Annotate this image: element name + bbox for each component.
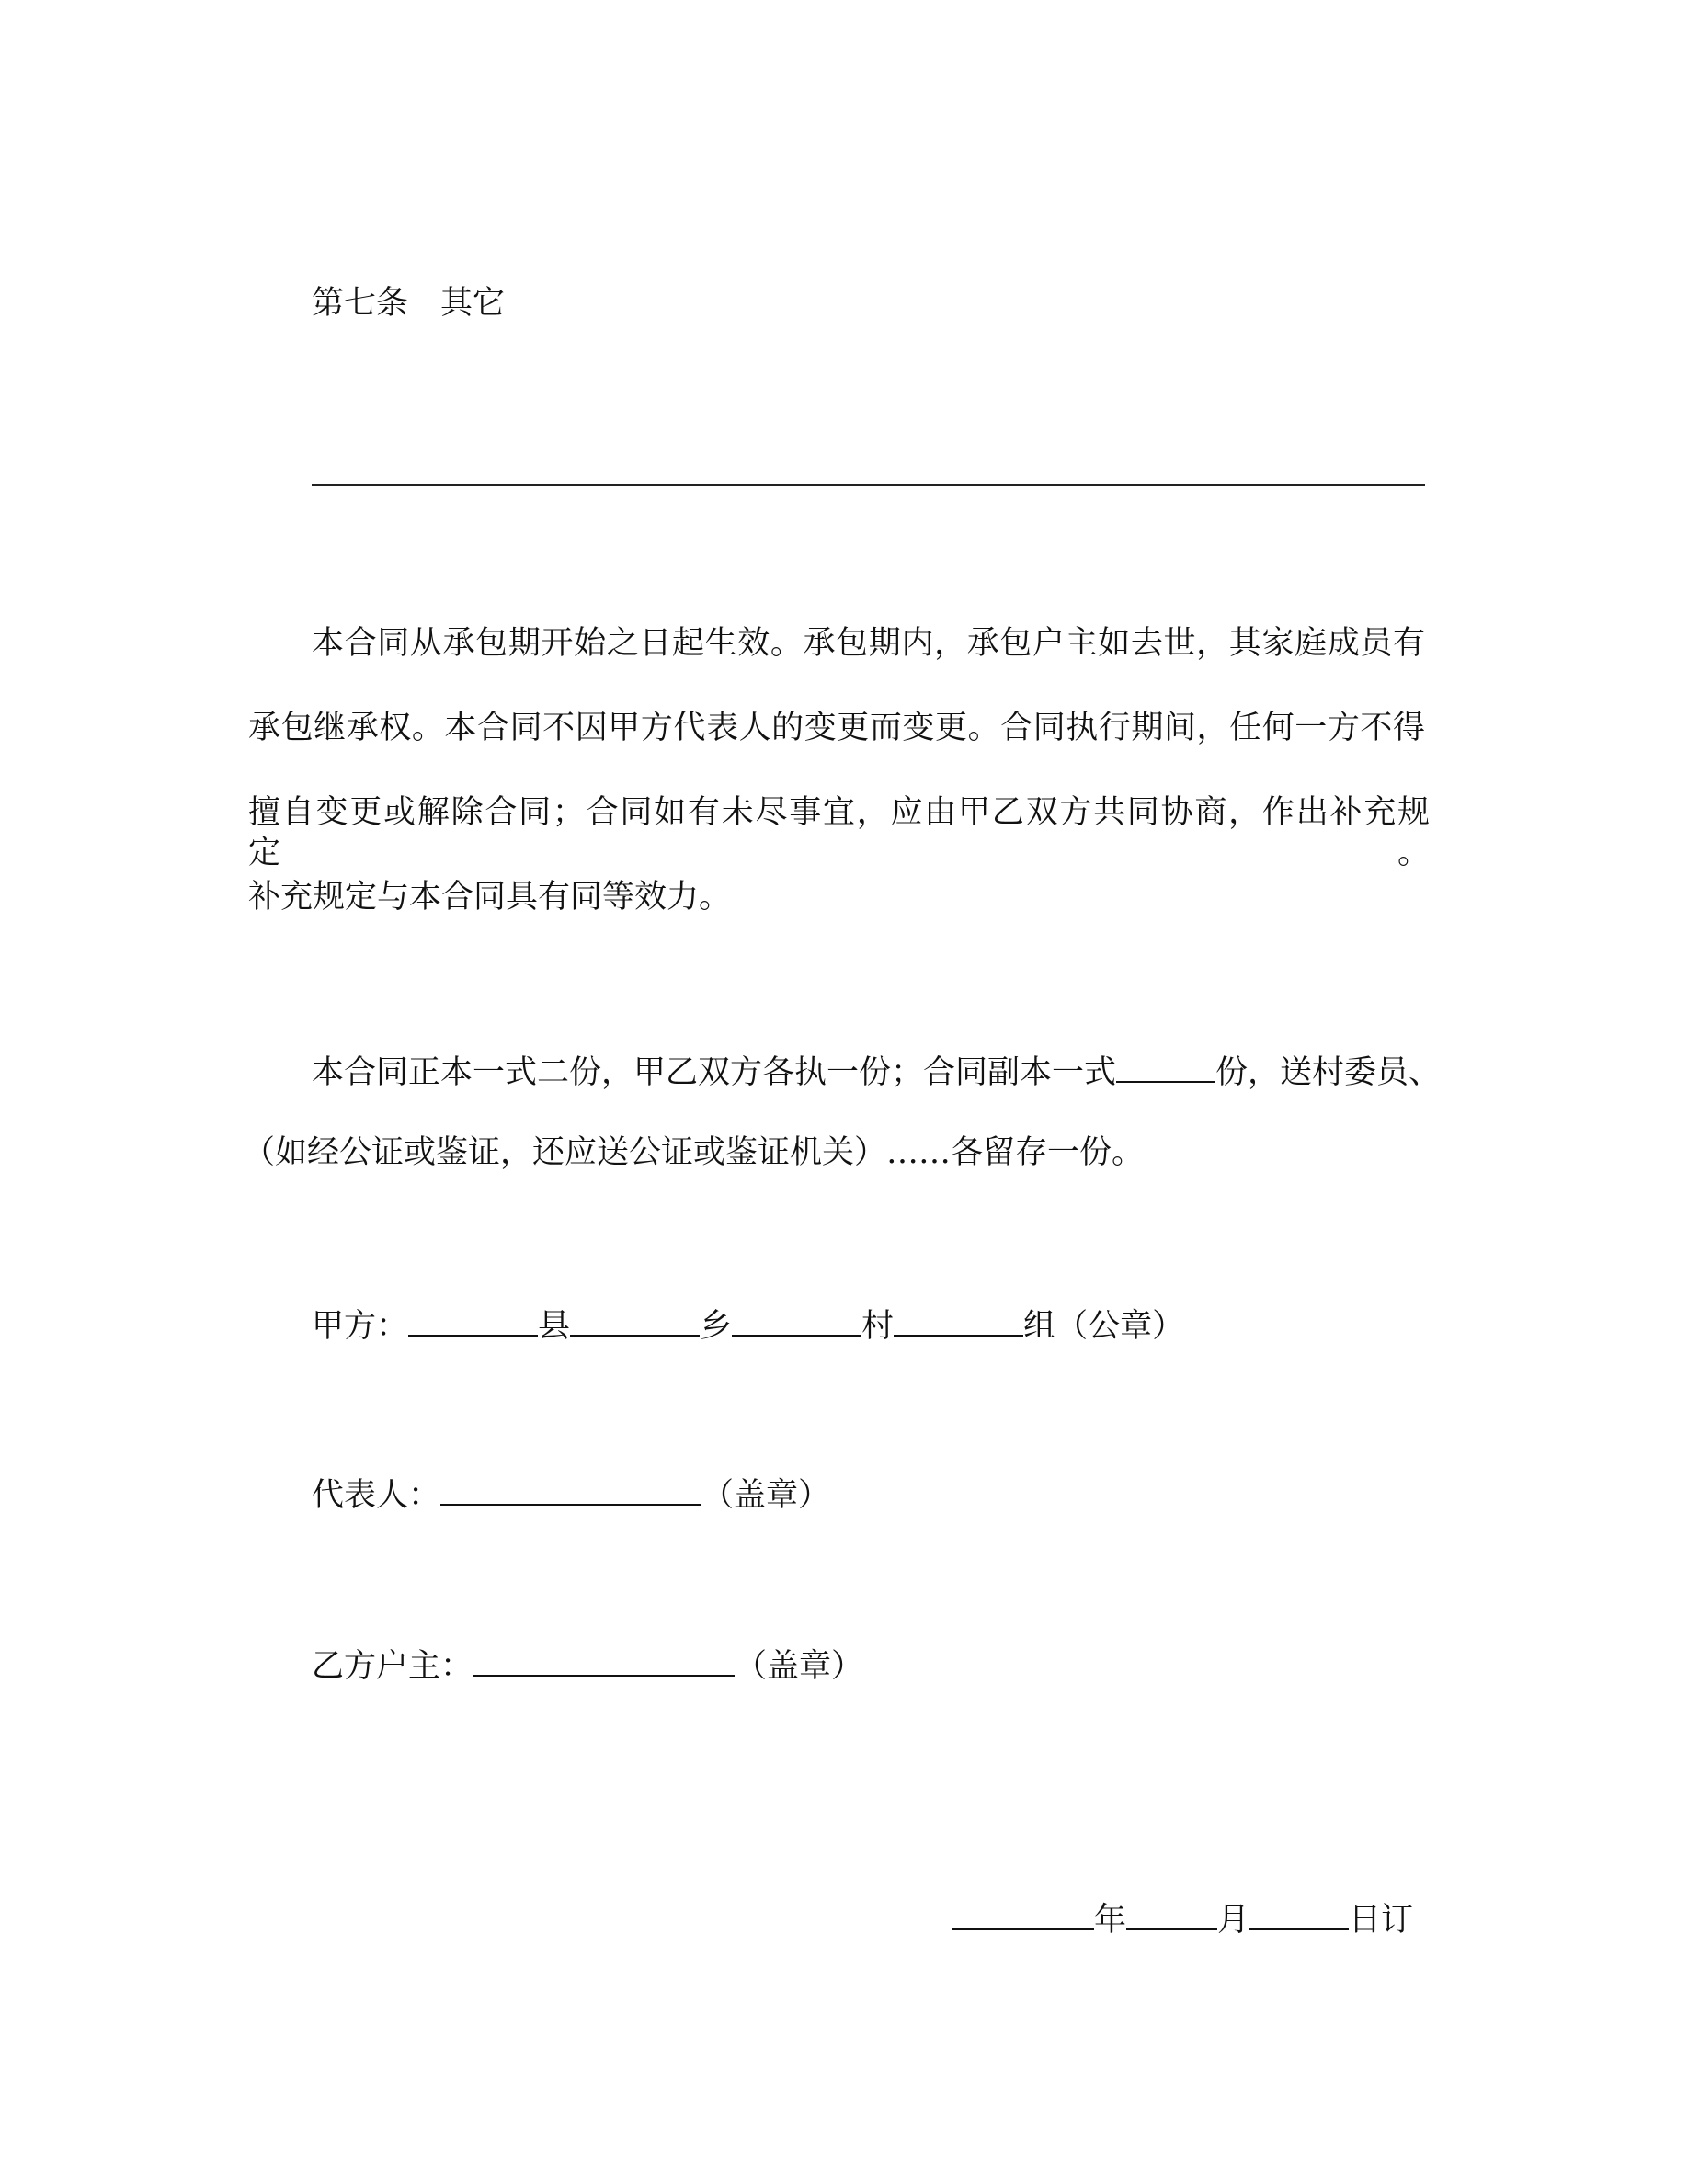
village-label: 村 bbox=[861, 1308, 895, 1345]
party-b-seal: （盖章） bbox=[735, 1648, 864, 1685]
party-a-label: 甲方： bbox=[312, 1308, 409, 1345]
township-blank[interactable] bbox=[570, 1302, 700, 1337]
village-blank[interactable] bbox=[732, 1302, 861, 1337]
fill-in-line bbox=[312, 484, 1425, 486]
copies-text-after: 份，送村委员、 bbox=[1215, 1054, 1442, 1091]
year-blank[interactable] bbox=[952, 1895, 1094, 1930]
article-heading: 第七条 其它 bbox=[312, 285, 506, 322]
party-b-label: 乙方户主： bbox=[312, 1648, 473, 1685]
county-blank[interactable] bbox=[408, 1302, 538, 1337]
day-blank[interactable] bbox=[1249, 1895, 1349, 1930]
township-label: 乡 bbox=[700, 1308, 733, 1345]
party-b-blank[interactable] bbox=[473, 1642, 735, 1677]
month-blank[interactable] bbox=[1126, 1895, 1217, 1930]
month-label: 月 bbox=[1217, 1902, 1250, 1939]
representative-blank[interactable] bbox=[440, 1471, 701, 1506]
representative-label: 代表人： bbox=[312, 1477, 441, 1514]
representative-seal: （盖章） bbox=[701, 1477, 831, 1514]
group-label: 组（公章） bbox=[1023, 1308, 1185, 1345]
representative-line bbox=[312, 1471, 831, 1514]
paragraph2-line2: （如经公证或鉴证，还应送公证或鉴证机关）……各留存一份。 bbox=[243, 1134, 1145, 1171]
paragraph1-line: 承包继承权。本合同不因甲方代表人的变更而变更。合同执行期间，任何一方不得 bbox=[248, 710, 1425, 746]
date-line bbox=[952, 1895, 1414, 1939]
paragraph1-line: 补充规定与本合同具有同等效力。 bbox=[248, 879, 732, 916]
paragraph2-line1 bbox=[312, 1048, 1442, 1091]
county-label: 县 bbox=[538, 1308, 571, 1345]
paragraph1-line: 擅自变更或解除合同；合同如有未尽事宜，应由甲乙双方共同协商，作出补充规定。 bbox=[248, 794, 1430, 871]
paragraph1-line: 本合同从承包期开始之日起生效。承包期内，承包户主如去世，其家庭成员有 bbox=[312, 625, 1425, 662]
copies-blank[interactable] bbox=[1116, 1048, 1215, 1083]
group-blank[interactable] bbox=[894, 1302, 1023, 1337]
copies-text: 本合同正本一式二份，甲乙双方各执一份；合同副本一式 bbox=[312, 1054, 1117, 1091]
party-b-line bbox=[312, 1642, 864, 1685]
party-a-line bbox=[312, 1302, 1185, 1345]
day-label: 日订 bbox=[1349, 1902, 1414, 1939]
year-label: 年 bbox=[1094, 1902, 1127, 1939]
